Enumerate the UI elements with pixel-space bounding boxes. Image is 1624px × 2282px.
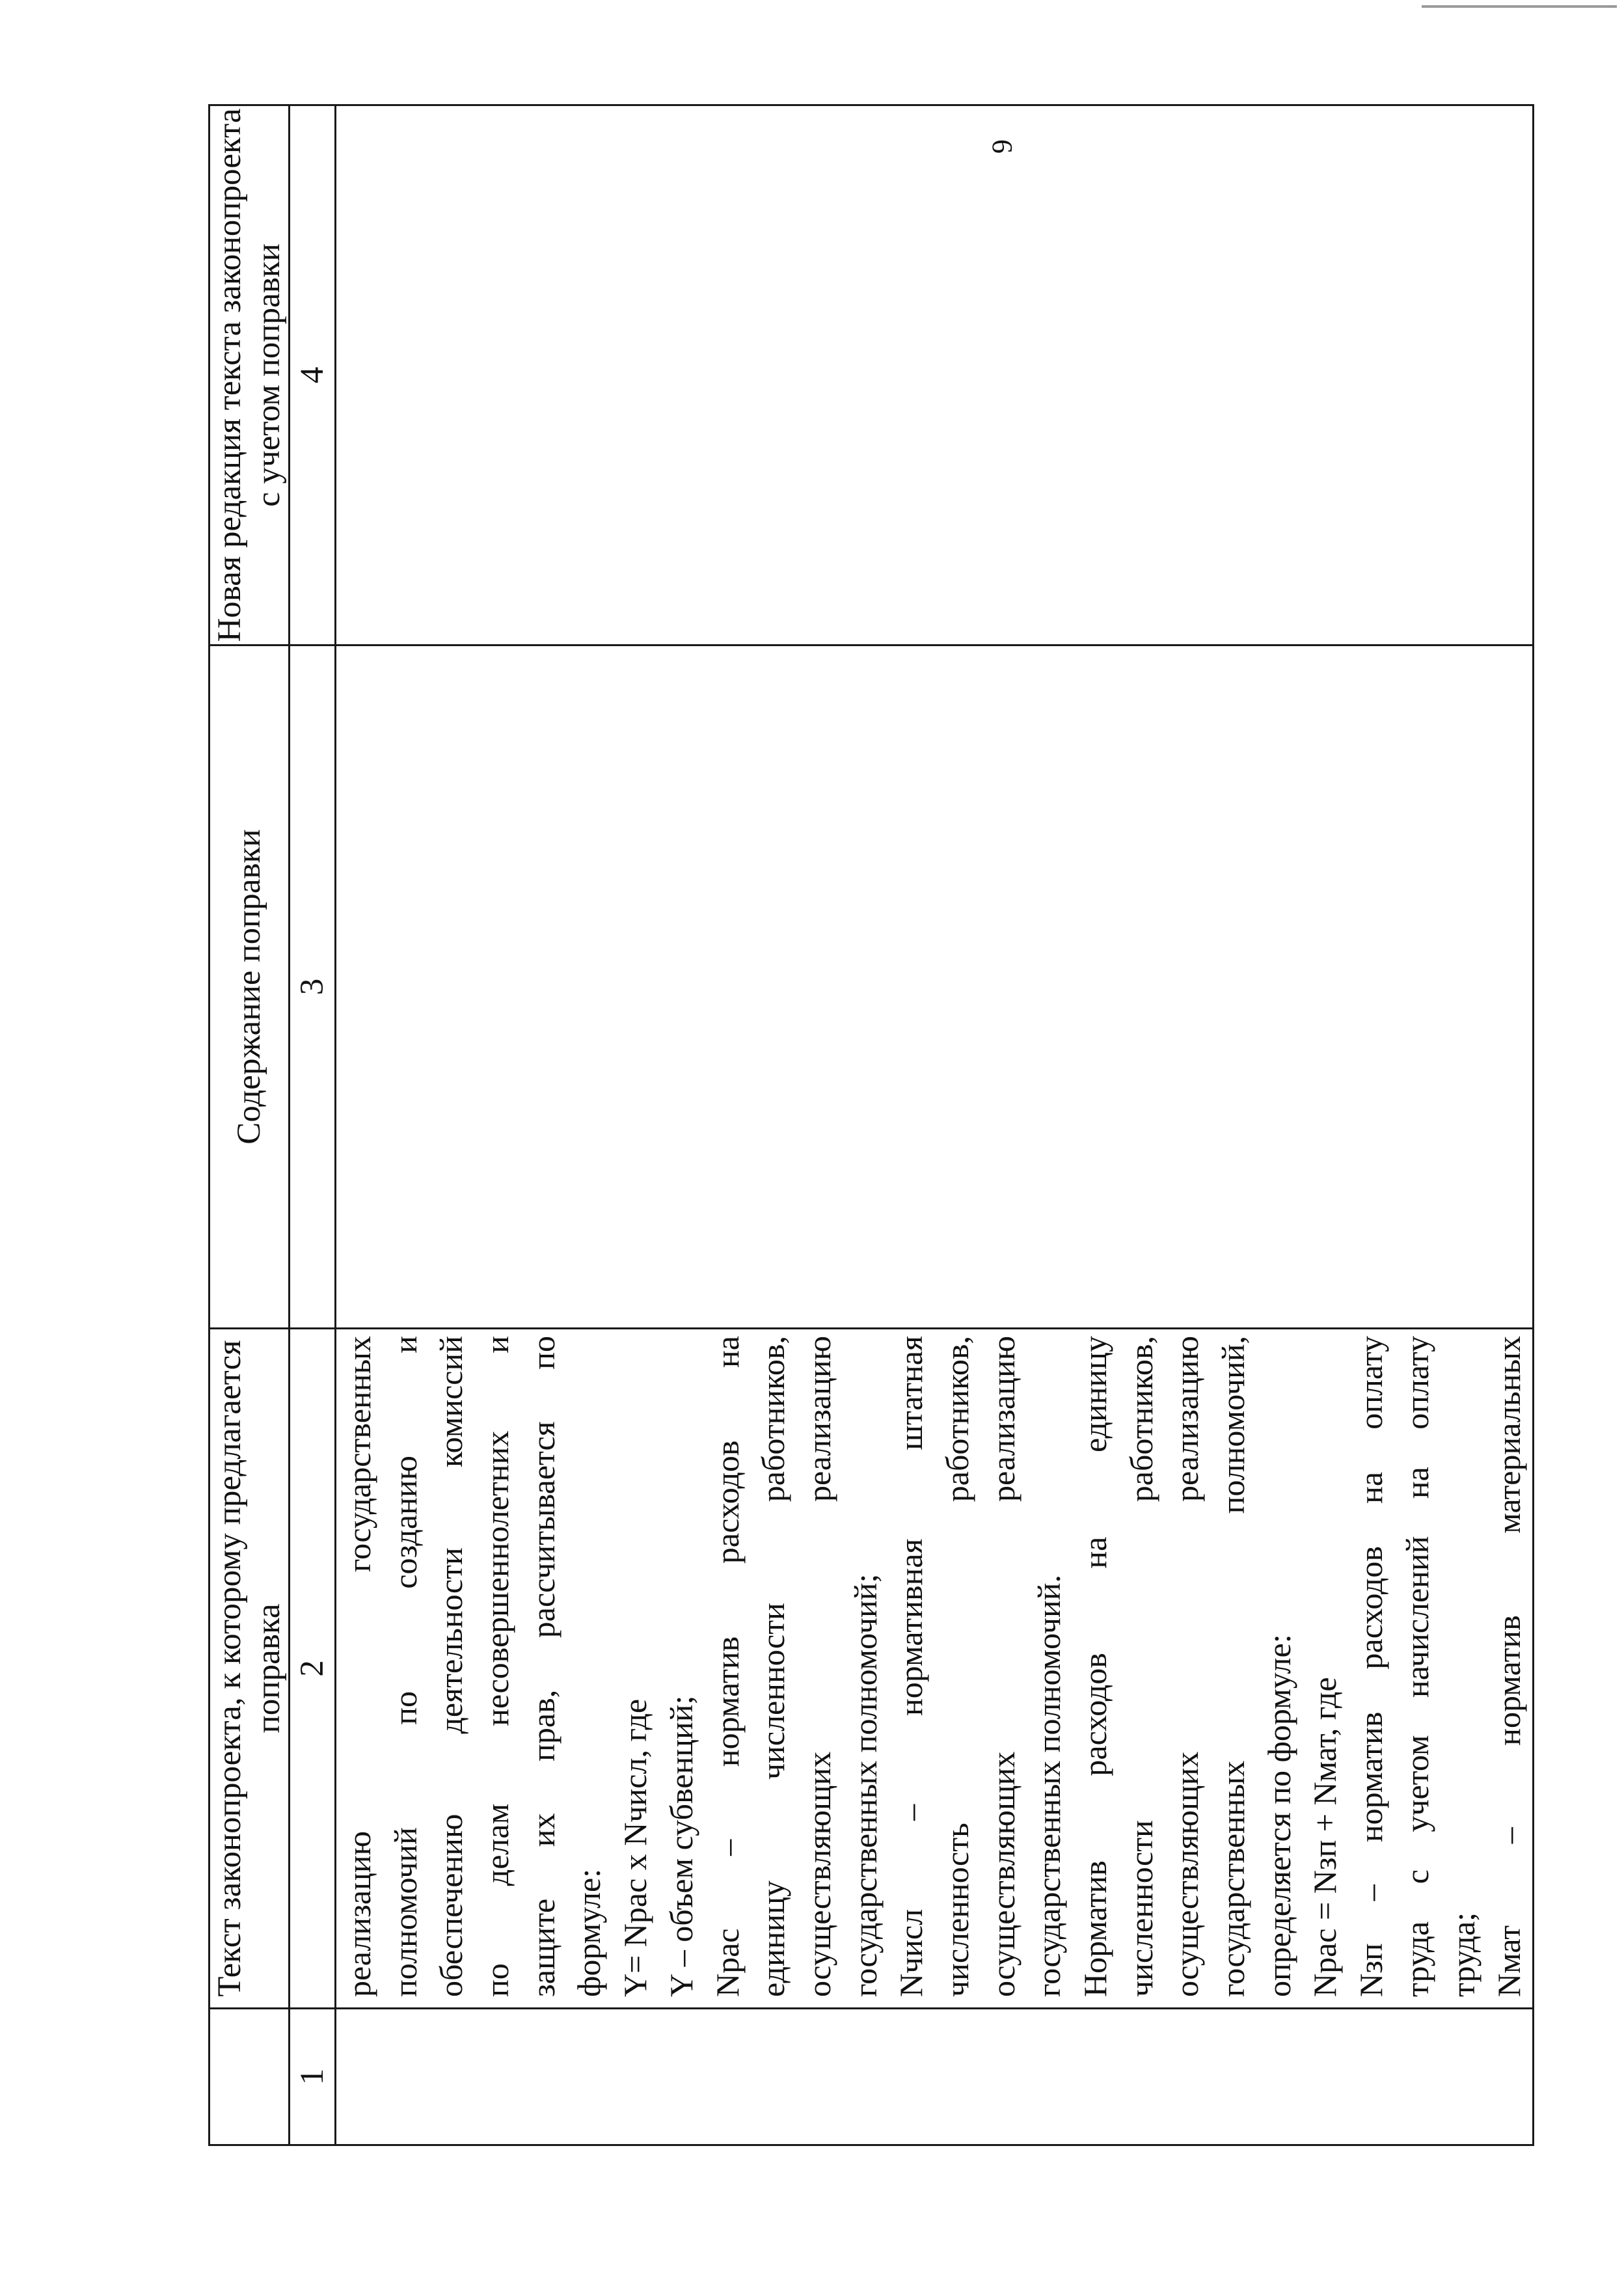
bill-text-line: Норматив расходов на единицу <box>1077 1336 1113 1997</box>
bill-text-line: единицу численности работников, <box>755 1336 792 1997</box>
column-number-3: 3 <box>290 645 336 1329</box>
body-cell-new-text <box>336 105 1534 645</box>
bill-text-line: по делам несовершеннолетних и <box>479 1336 516 1997</box>
bill-text-line: государственных полномочий; <box>846 1573 884 1997</box>
header-row <box>210 105 290 2145</box>
column-number-2: 2 <box>290 1329 336 2009</box>
header-cell-new-text: Новая редакция текста законопроекта с учетом поправки <box>210 105 290 645</box>
column-number-row <box>290 105 336 2145</box>
bill-text-line: Y= Npac x Nчисл, где <box>617 1698 654 1997</box>
scan-edge-mark <box>1422 5 1617 8</box>
body-cell-bill-text <box>336 1329 1534 2009</box>
bill-text-line: труда; <box>1444 1912 1482 1997</box>
body-row <box>336 105 1534 2145</box>
page-number: 6 <box>986 139 1018 154</box>
body-cell-1 <box>336 2009 1534 2145</box>
bill-text-line: численность работников, <box>938 1336 975 1997</box>
bill-text-line: реализацию государственных <box>341 1336 377 1997</box>
amendment-table-frame <box>208 106 1528 2146</box>
header-cell-1 <box>210 2009 290 2145</box>
bill-text-line: труда с учетом начислений на оплату <box>1398 1336 1435 1997</box>
bill-text-line: Npac – норматив расходов на <box>709 1336 746 1997</box>
bill-text-line: осуществляющих реализацию <box>984 1336 1022 1997</box>
bill-text-line: Npac = Nзп + Nмат, где <box>1306 1677 1344 1997</box>
body-cell-amendment-content <box>336 645 1534 1329</box>
bill-text-line: Nзп – норматив расходов на оплату <box>1353 1336 1390 1997</box>
bill-text-line: формуле: <box>571 1868 608 1997</box>
header-cell-bill-text: Текст законопроекта, к которому предлагается поправка <box>210 1329 290 2009</box>
bill-text-line: Nмат – норматив материальных <box>1491 1336 1528 1997</box>
bill-text-line: государственных полномочий. <box>1031 1574 1068 1997</box>
bill-text-line: Y – объем субвенций; <box>662 1695 699 1997</box>
bill-text-line: Nчисл – нормативная штатная <box>893 1336 930 1997</box>
amendment-table <box>208 104 1534 2146</box>
bill-text-line: определяется по формуле: <box>1260 1634 1297 1997</box>
bill-text-line: численности работников, <box>1122 1336 1159 1997</box>
bill-text-line: государственных полномочий, <box>1215 1336 1252 1997</box>
header-cell-amendment-content: Содержание поправки <box>210 645 290 1329</box>
bill-text-line: обеспечению деятельности комиссий <box>433 1336 470 1997</box>
bill-text-lines <box>336 1336 1532 1997</box>
bill-text-line: полномочий по созданию и <box>386 1336 424 1997</box>
bill-text-line: защите их прав, рассчитывается по <box>524 1336 562 1997</box>
column-number-1: 1 <box>290 2009 336 2145</box>
bill-text-line: осуществляющих реализацию <box>800 1336 837 1997</box>
column-number-4: 4 <box>290 105 336 645</box>
bill-text-line: осуществляющих реализацию <box>1169 1336 1206 1997</box>
